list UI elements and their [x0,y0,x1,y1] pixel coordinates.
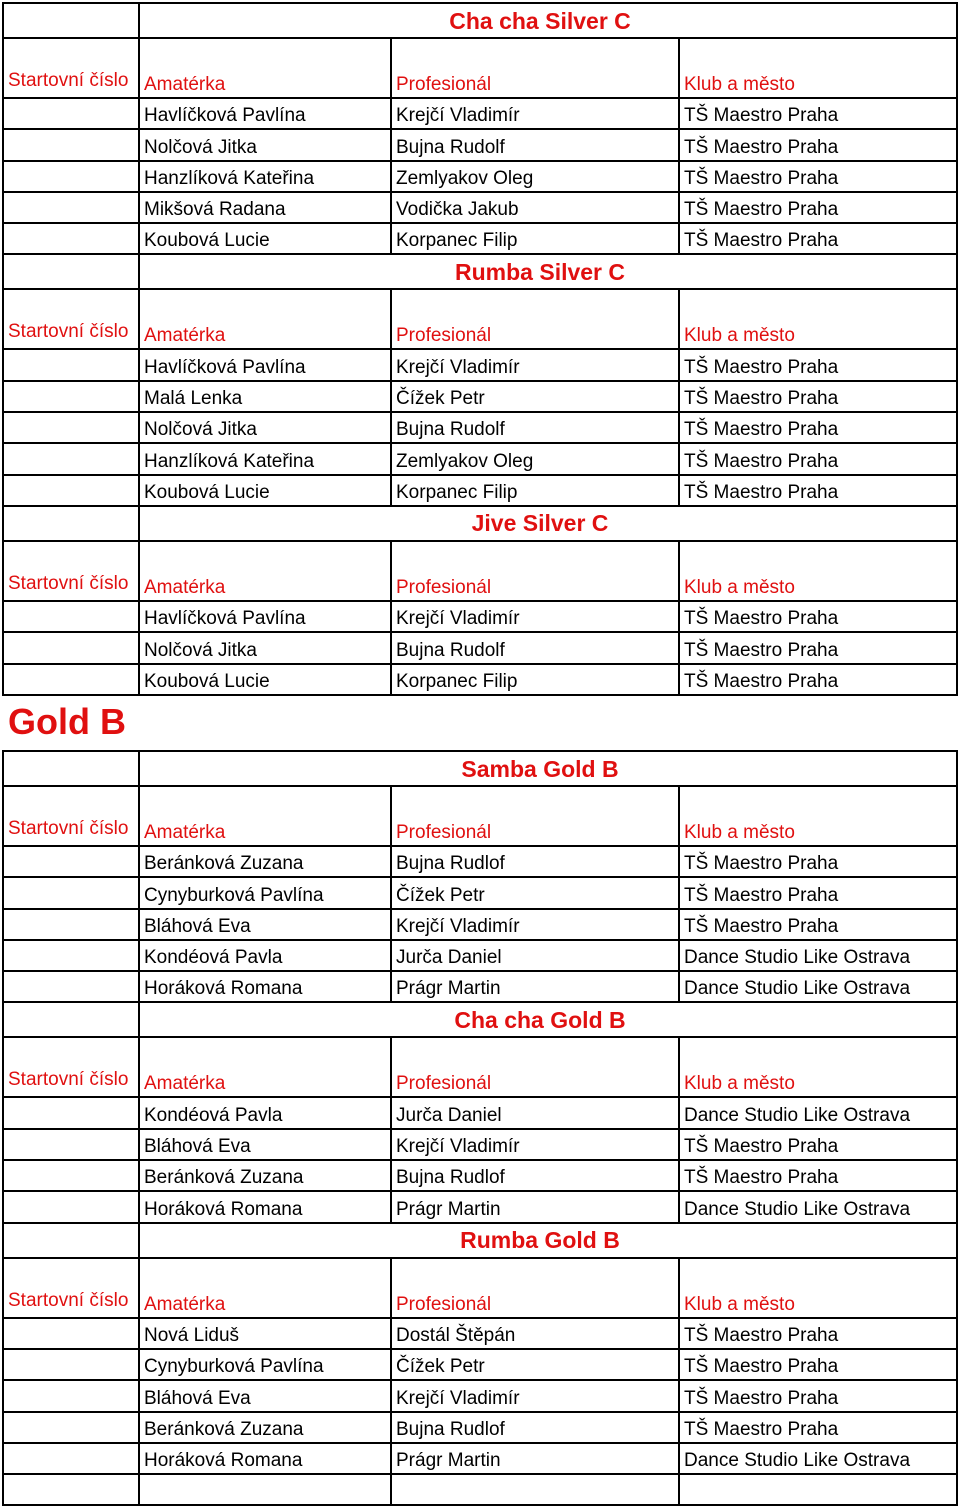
col-header-amateur: Amatérka [139,1258,391,1318]
start-number-cell [3,98,139,129]
club-cell: TŠ Maestro Praha [679,412,957,443]
club-cell: TŠ Maestro Praha [679,632,957,663]
header-row [3,1258,957,1318]
table-title-text: Cha cha Gold B [454,1006,626,1033]
amateur-cell: Kondéová Pavla [139,940,391,971]
table-row [3,192,957,223]
club-cell: Dance Studio Like Ostrava [679,971,957,1002]
club-cell: TŠ Maestro Praha [679,1380,957,1411]
table-row [3,129,957,160]
title-row [3,506,957,541]
club-cell [679,1474,957,1505]
table-row [3,1412,957,1443]
title-row [3,3,957,38]
table-title [139,751,957,786]
table-title [139,1002,957,1037]
col-header-professional: Profesionál [391,786,679,846]
col-header-start-number: Startovní číslo [3,541,139,601]
competition-table-1 [2,750,958,1003]
professional-cell: Bujna Rudolf [391,632,679,663]
table-row [3,349,957,380]
start-number-cell [3,1412,139,1443]
start-number-cell [3,632,139,663]
silver-tables [2,2,956,696]
club-cell: TŠ Maestro Praha [679,1160,957,1191]
professional-cell: Jurča Daniel [391,940,679,971]
table-row [3,223,957,254]
professional-cell: Krejčí Vladimír [391,349,679,380]
col-header-club-city: Klub a město [679,289,957,349]
amateur-cell: Koubová Lucie [139,223,391,254]
amateur-cell: Hanzlíková Kateřina [139,161,391,192]
amateur-cell: Havlíčková Pavlína [139,98,391,129]
club-cell: TŠ Maestro Praha [679,1349,957,1380]
competition-table-3 [2,1222,958,1506]
club-cell: Dance Studio Like Ostrava [679,1097,957,1128]
col-header-amateur: Amatérka [139,541,391,601]
professional-cell: Krejčí Vladimír [391,909,679,940]
col-header-club-city: Klub a město [679,541,957,601]
start-number-cell [3,475,139,506]
professional-cell [391,1474,679,1505]
professional-cell: Bujna Rudlof [391,846,679,877]
table-row [3,632,957,663]
amateur-cell: Beránková Zuzana [139,1160,391,1191]
club-cell: TŠ Maestro Praha [679,223,957,254]
professional-cell: Bujna Rudlof [391,1160,679,1191]
start-number-cell [3,223,139,254]
start-number-cell [3,381,139,412]
amateur-cell: Havlíčková Pavlína [139,601,391,632]
table-title [139,1223,957,1258]
club-cell: TŠ Maestro Praha [679,909,957,940]
amateur-cell: Nolčová Jitka [139,412,391,443]
title-row [3,1223,957,1258]
start-number-cell [3,1443,139,1474]
professional-cell: Krejčí Vladimír [391,98,679,129]
start-number-cell [3,601,139,632]
table-title-text: Samba Gold B [461,755,619,782]
col-header-professional: Profesionál [391,1037,679,1097]
club-cell: Dance Studio Like Ostrava [679,940,957,971]
table-row [3,161,957,192]
amateur-cell: Malá Lenka [139,381,391,412]
start-number-cell [3,349,139,380]
col-header-amateur: Amatérka [139,1037,391,1097]
table-row [3,846,957,877]
table-title-text: Rumba Gold B [460,1227,620,1254]
club-cell: TŠ Maestro Praha [679,664,957,695]
professional-cell: Bujna Rudolf [391,129,679,160]
amateur-cell: Nolčová Jitka [139,632,391,663]
amateur-cell: Bláhová Eva [139,1380,391,1411]
club-cell: TŠ Maestro Praha [679,443,957,474]
table-row [3,940,957,971]
club-cell: TŠ Maestro Praha [679,129,957,160]
start-number-cell [3,443,139,474]
table-row [3,443,957,474]
start-number-cell [3,1380,139,1411]
amateur-cell: Horáková Romana [139,1443,391,1474]
club-cell: TŠ Maestro Praha [679,98,957,129]
table-row [3,381,957,412]
competition-table-3 [2,505,958,696]
amateur-cell: Havlíčková Pavlína [139,349,391,380]
amateur-cell: Nolčová Jitka [139,129,391,160]
start-number-cell [3,1129,139,1160]
club-cell: TŠ Maestro Praha [679,1412,957,1443]
table-row [3,1129,957,1160]
amateur-cell: Beránková Zuzana [139,1412,391,1443]
start-number-cell [3,129,139,160]
start-number-cell [3,1474,139,1505]
amateur-cell: Koubová Lucie [139,475,391,506]
header-row [3,786,957,846]
col-header-start-number: Startovní číslo [3,786,139,846]
professional-cell: Zemlyakov Oleg [391,161,679,192]
amateur-cell: Bláhová Eva [139,909,391,940]
professional-cell: Bujna Rudlof [391,1412,679,1443]
club-cell: TŠ Maestro Praha [679,381,957,412]
amateur-cell: Cynyburková Pavlína [139,1349,391,1380]
table-title [139,3,957,38]
col-header-professional: Profesionál [391,289,679,349]
col-header-club-city: Klub a město [679,1037,957,1097]
start-number-cell [3,909,139,940]
table-row [3,971,957,1002]
table-row [3,1160,957,1191]
professional-cell: Dostál Štěpán [391,1318,679,1349]
start-number-cell [3,192,139,223]
col-header-amateur: Amatérka [139,289,391,349]
col-header-start-number: Startovní číslo [3,289,139,349]
competition-table-1 [2,2,958,255]
table-title-text: Cha cha Silver C [449,7,631,34]
header-row [3,1037,957,1097]
table-row [3,1443,957,1474]
table-title-text: Jive Silver C [471,510,609,537]
table-row [3,909,957,940]
start-number-cell [3,1191,139,1222]
amateur-cell: Koubová Lucie [139,664,391,695]
start-number-cell [3,877,139,908]
club-cell: TŠ Maestro Praha [679,877,957,908]
header-row [3,38,957,98]
col-header-professional: Profesionál [391,38,679,98]
club-cell: Dance Studio Like Ostrava [679,1443,957,1474]
professional-cell: Krejčí Vladimír [391,1380,679,1411]
professional-cell: Korpanec Filip [391,475,679,506]
table-row [3,1349,957,1380]
table-row [3,601,957,632]
table-row [3,98,957,129]
amateur-cell: Kondéová Pavla [139,1097,391,1128]
club-cell: TŠ Maestro Praha [679,601,957,632]
table-row [3,1191,957,1222]
professional-cell: Prágr Martin [391,1191,679,1222]
professional-cell: Prágr Martin [391,1443,679,1474]
professional-cell: Korpanec Filip [391,223,679,254]
table-row [3,1380,957,1411]
start-number-cell [3,161,139,192]
start-number-cell [3,1318,139,1349]
competition-table-2 [2,253,958,506]
professional-cell: Jurča Daniel [391,1097,679,1128]
amateur-cell: Cynyburková Pavlína [139,877,391,908]
table-row [3,412,957,443]
amateur-cell: Nová Liduš [139,1318,391,1349]
col-header-start-number: Startovní číslo [3,1037,139,1097]
title-row [3,751,957,786]
start-number-cell [3,1160,139,1191]
col-header-club-city: Klub a město [679,786,957,846]
professional-cell: Čížek Petr [391,877,679,908]
table-row [3,1318,957,1349]
amateur-cell: Hanzlíková Kateřina [139,443,391,474]
start-number-cell [3,412,139,443]
professional-cell: Prágr Martin [391,971,679,1002]
start-number-cell [3,971,139,1002]
professional-cell: Bujna Rudolf [391,412,679,443]
gold-section-heading: Gold B [8,701,126,742]
col-header-start-number: Startovní číslo [3,1258,139,1318]
amateur-cell: Beránková Zuzana [139,846,391,877]
gold-tables [2,750,956,1506]
table-title [139,254,957,289]
table-row [3,475,957,506]
table-title-text: Rumba Silver C [455,258,626,285]
professional-cell: Krejčí Vladimír [391,601,679,632]
amateur-cell: Horáková Romana [139,971,391,1002]
professional-cell: Vodička Jakub [391,192,679,223]
club-cell: TŠ Maestro Praha [679,192,957,223]
professional-cell: Čížek Petr [391,1349,679,1380]
table-title [139,506,957,541]
table-row [3,1097,957,1128]
col-header-club-city: Klub a město [679,1258,957,1318]
col-header-amateur: Amatérka [139,786,391,846]
amateur-cell [139,1474,391,1505]
col-header-club-city: Klub a město [679,38,957,98]
col-header-amateur: Amatérka [139,38,391,98]
amateur-cell: Mikšová Radana [139,192,391,223]
start-number-cell [3,940,139,971]
professional-cell: Čížek Petr [391,381,679,412]
title-row [3,254,957,289]
table-row [3,1474,957,1505]
professional-cell: Zemlyakov Oleg [391,443,679,474]
table-row [3,664,957,695]
header-row [3,289,957,349]
start-number-cell [3,1349,139,1380]
amateur-cell: Bláhová Eva [139,1129,391,1160]
start-number-cell [3,664,139,695]
club-cell: TŠ Maestro Praha [679,1129,957,1160]
start-number-cell [3,1097,139,1128]
col-header-professional: Profesionál [391,541,679,601]
title-row [3,1002,957,1037]
club-cell: TŠ Maestro Praha [679,475,957,506]
competition-table-2 [2,1001,958,1223]
club-cell: TŠ Maestro Praha [679,1318,957,1349]
professional-cell: Korpanec Filip [391,664,679,695]
club-cell: TŠ Maestro Praha [679,161,957,192]
club-cell: TŠ Maestro Praha [679,349,957,380]
professional-cell: Krejčí Vladimír [391,1129,679,1160]
club-cell: TŠ Maestro Praha [679,846,957,877]
col-header-start-number: Startovní číslo [3,38,139,98]
table-row [3,877,957,908]
header-row [3,541,957,601]
col-header-professional: Profesionál [391,1258,679,1318]
start-number-cell [3,846,139,877]
amateur-cell: Horáková Romana [139,1191,391,1222]
club-cell: Dance Studio Like Ostrava [679,1191,957,1222]
